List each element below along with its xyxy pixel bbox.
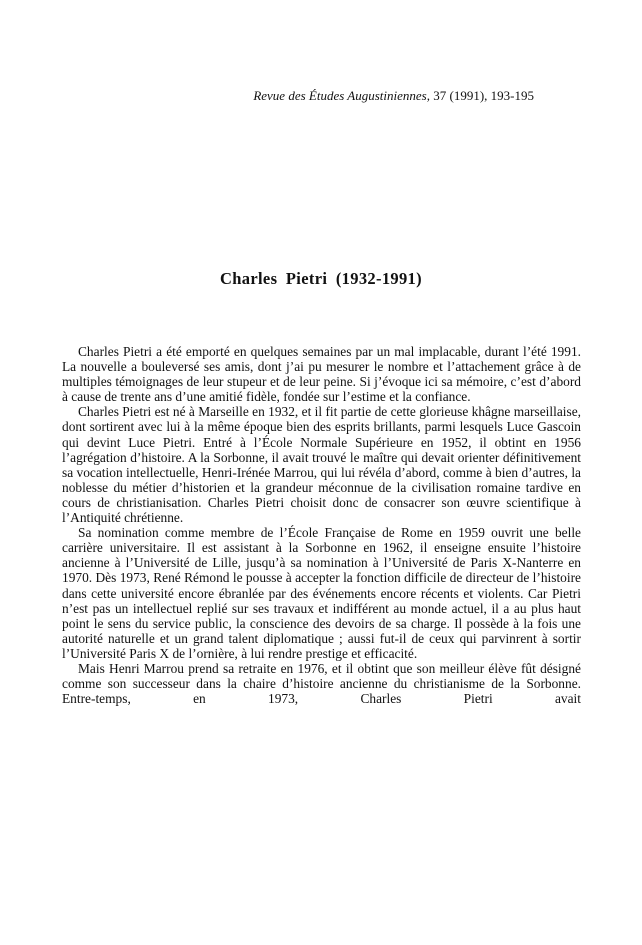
running-head <box>0 88 534 103</box>
article-title: Charles Pietri (1932-1991) <box>220 269 422 289</box>
paragraph: Charles Pietri est né à Marseille en 1932, et il fit partie de cette glorieuse khâgne marseillaise, dont sortirent avec lui à la même époque bien des esprits brillants, parmi lesquels Luce Gascoin qui devint Luce Pietri. Entré à l’École Normale Supérieure en 1952, il obtint en 1956 l’agrégation d’histoire. A la Sorbonne, il avait trouvé le maître qui devait orienter définitivement sa vocation intellectuelle, Henri-Irénée Marrou, qui lui révéla d’abord, comme à bien d’autres, la noblesse du métier d’historien et la grandeur méconnue de la civilisation romaine tardive en cours de christianisation. Charles Pietri choisit donc de consacrer son œuvre scientifique à l’Antiquité chrétienne. <box>62 404 581 526</box>
journal-name: Revue des Études Augustiniennes, <box>253 88 430 103</box>
volume-citation: 37 (1991), 193-195 <box>433 88 534 103</box>
paragraph: Mais Henri Marrou prend sa retraite en 1976, et il obtint que son meilleur élève fût désigné comme son successeur dans la chaire d’histoire ancienne du christianisme de la Sorbonne. Entre-temps, en 1973, Charles Pietri avait <box>62 660 581 707</box>
paragraph: Charles Pietri a été emporté en quelques semaines par un mal implacable, durant l’été 1991. La nouvelle a bouleversé ses amis, dont j’ai pu mesurer le nombre et l’attachement grâce à de multiples témoignages de leur stupeur et de leur peine. Si j’évoque ici sa mémoire, c’est d’abord à cause de trente ans d’une amitié fidèle, fondée sur l’estime et la confiance. <box>62 344 581 405</box>
article-body <box>62 344 581 706</box>
paragraph: Sa nomination comme membre de l’École Française de Rome en 1959 ouvrit une belle carrière universitaire. Il est assistant à la Sorbonne en 1962, il enseigne ensuite l’histoire ancienne à l’Université de Lille, jusqu’à sa nomination à l’Université de Paris X-Nanterre en 1970. Dès 1973, René Rémond le pousse à accepter la fonction difficile de directeur de l’histoire dans cette université encore ébranlée par des événements encore récents et violents. Car Pietri n’est pas un intellectuel replié sur ses travaux et indifférent au monde actuel, il a au plus haut point le sens du service public, la conscience des devoirs de sa charge. Il possède à la fois une autorité naturelle et un grand talent diplomatique ; aussi fut-il de ceux qui parvinrent à sortir l’Université Paris X de l’ornière, à lui rendre prestige et efficacité. <box>62 525 581 661</box>
